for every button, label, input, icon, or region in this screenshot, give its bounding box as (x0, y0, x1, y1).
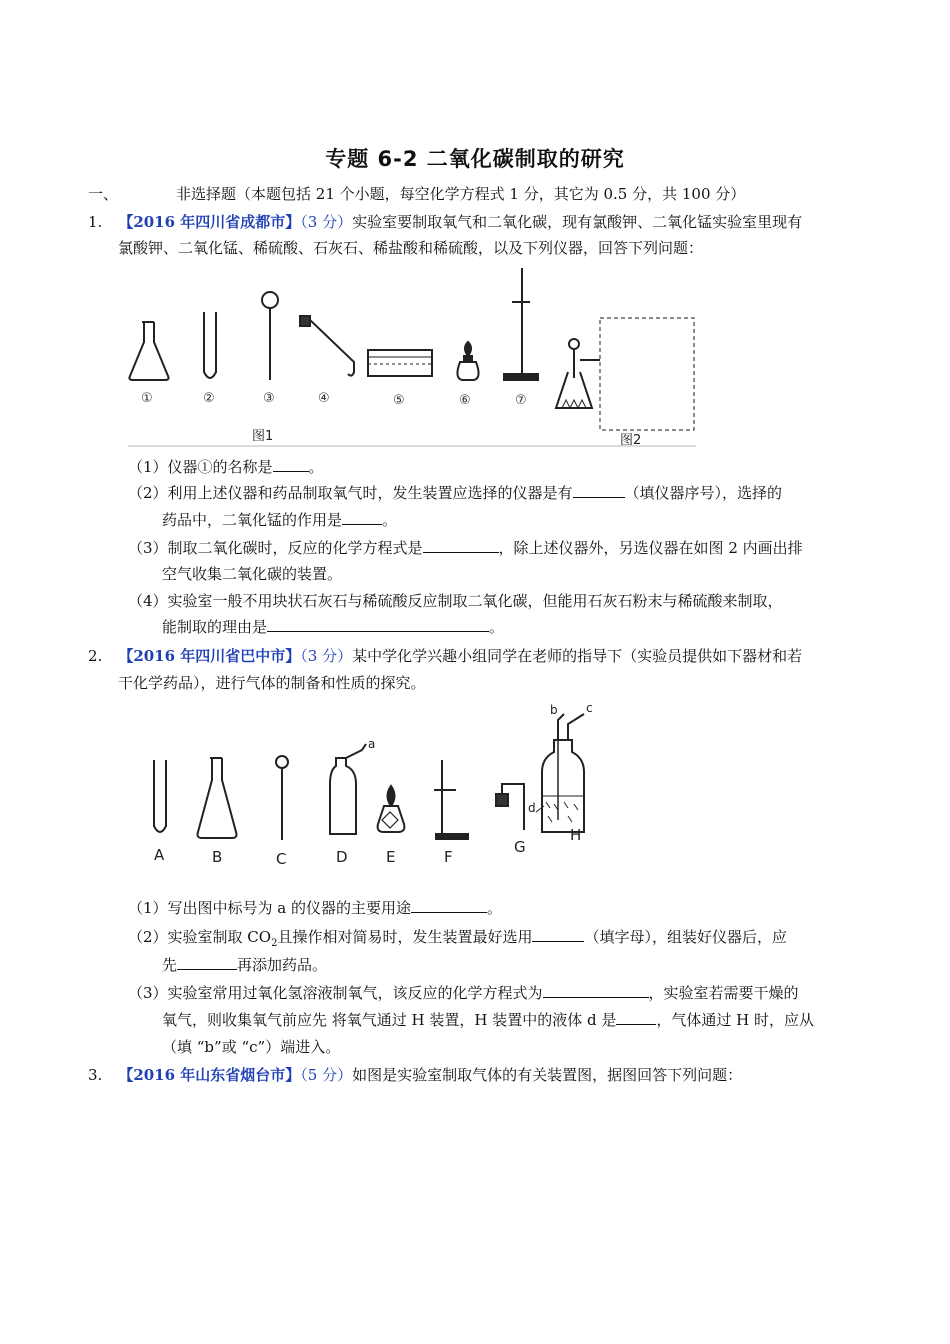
figure-label: B (212, 848, 223, 866)
answer-blank[interactable] (267, 616, 489, 632)
q2-sub3-text4: ，气体通过 H 时，应从 (656, 1011, 815, 1029)
q2-sub3-line3: （填 “b”或 “c”）端进入。 (162, 1038, 341, 1056)
figure-label-c: c (586, 701, 593, 715)
test-tube-icon (154, 760, 166, 832)
alcohol-lamp-icon (457, 342, 478, 380)
q2-sub1 (128, 897, 502, 919)
answer-blank[interactable] (423, 537, 499, 553)
document-title: 专题 6-2 二氧化碳制取的研究 (325, 147, 625, 171)
q1-sub2-text2: （填仪器序号），选择的 (624, 484, 783, 502)
q1-sub4: （4）实验室一般不用块状石灰石与稀硫酸反应制取二氧化碳，但能用石灰石粉末与稀硫酸来制取， (128, 592, 783, 610)
gas-bottle-icon (330, 744, 366, 834)
q2-sub1-text: （1）写出图中标号为 a 的仪器的主要用途 (128, 899, 412, 917)
figure-label-b: b (550, 703, 558, 717)
figure-label: ⑦ (515, 393, 527, 408)
q1-sub3-line2: 空气收集二氧化碳的装置。 (162, 565, 343, 583)
q1-stem-line1 (88, 211, 802, 233)
figure2-drawing-box (600, 318, 694, 430)
q1-sub4-text: 能制取的理由是 (162, 618, 268, 636)
q3-stem-text: 如图是实验室制取气体的有关装置图，据图回答下列问题： (352, 1066, 743, 1084)
q2-sub2-line2 (162, 954, 327, 976)
iron-stand-icon (504, 268, 538, 380)
figure-label: E (386, 848, 396, 866)
figure-label: C (276, 850, 287, 868)
q2-sub3-line2 (162, 1009, 814, 1031)
q2-number: 2. (88, 647, 103, 665)
q1-sub4-end: 。 (489, 618, 505, 636)
figure-label: ⑤ (393, 393, 405, 408)
section-number: 一、 (88, 185, 119, 203)
q3-points: （5 分） (300, 1066, 353, 1084)
flask-apparatus-icon (556, 339, 600, 408)
gas-washing-bottle-icon (536, 714, 584, 832)
q1-sub4-line2 (162, 616, 504, 638)
q1-sub1 (128, 456, 324, 478)
figure-label: ① (141, 391, 153, 406)
q2-sub2-text2: 且操作相对简易时，发生装置最好选用 (277, 928, 533, 946)
q1-sub3 (128, 537, 803, 559)
q2-figure (140, 700, 600, 890)
q2-sub2-text3: （填字母），组装好仪器后，应 (584, 928, 787, 946)
q2-sub3-text2: ，实验室若需要干燥的 (648, 984, 799, 1002)
section-heading (88, 183, 745, 205)
figure2-caption: 图2 (620, 433, 642, 448)
figure-label: ⑥ (459, 393, 471, 408)
q1-source: 【2016 年四川省成都市】 (118, 213, 301, 231)
answer-blank[interactable] (342, 509, 382, 525)
delivery-tube-icon (300, 316, 354, 376)
section-text: 非选择题（本题包括 21 个小题，每空化学方程式 1 分，其它为 0.5 分，共 100 分） (176, 185, 746, 203)
answer-blank[interactable] (273, 456, 309, 472)
q2-sub3 (128, 982, 799, 1004)
answer-blank[interactable] (543, 982, 649, 998)
q2-stem-line1 (88, 645, 802, 667)
long-funnel-icon (262, 292, 278, 380)
q1-sub2-text3: 药品中，二氧化锰的作用是 (162, 511, 343, 529)
water-trough-icon (368, 350, 432, 376)
answer-blank[interactable] (411, 897, 487, 913)
long-funnel-icon (276, 756, 288, 840)
q1-sub2-end: 。 (382, 511, 398, 529)
figure-label: D (336, 848, 348, 866)
q2-points: （3 分） (300, 647, 353, 665)
test-tube-icon (204, 312, 216, 378)
figure-label: ④ (318, 391, 330, 406)
q1-stem-text1: 实验室要制取氧气和二氧化碳，现有氯酸钾、二氧化锰实验室里现有 (352, 213, 803, 231)
co2-subscript: 2 (271, 938, 278, 949)
q2-source: 【2016 年四川省巴中市】 (118, 647, 301, 665)
answer-blank[interactable] (616, 1009, 656, 1025)
q1-stem-line2: 氯酸钾、二氧化锰、稀硫酸、石灰石、稀盐酸和稀硫酸，以及下列仪器，回答下列问题： (118, 239, 704, 257)
iron-stand-icon (434, 760, 468, 839)
figure-label: H (570, 826, 582, 844)
q1-sub2-line2 (162, 509, 397, 531)
q2-sub2-text4: 先 (162, 956, 178, 974)
q3-source: 【2016 年山东省烟台市】 (118, 1066, 301, 1084)
conical-flask-icon (198, 758, 237, 838)
q2-sub2-text: （2）实验室制取 CO (128, 928, 272, 946)
figure-label-a: a (368, 737, 376, 751)
answer-blank[interactable] (177, 954, 237, 970)
answer-blank[interactable] (532, 926, 584, 942)
figure-label: ② (203, 391, 215, 406)
q1-sub3-text2: ，除上述仪器外，另选仪器在如图 2 内画出排 (498, 539, 803, 557)
answer-blank[interactable] (573, 482, 625, 498)
figure-label: ③ (263, 391, 275, 406)
q1-sub2 (128, 482, 782, 504)
figure-label: F (444, 848, 453, 866)
q3-stem (88, 1064, 742, 1086)
figure-label: G (514, 838, 526, 856)
figure1-caption: 图1 (252, 429, 274, 444)
q1-sub3-text: （3）制取二氧化碳时，反应的化学方程式是 (128, 539, 423, 557)
q1-sub1-end: 。 (308, 458, 324, 476)
q2-sub1-end: 。 (487, 899, 503, 917)
alcohol-lamp-icon (378, 786, 405, 832)
q2-sub2 (128, 926, 787, 955)
q1-number: 1. (88, 213, 103, 231)
q2-stem-text1: 某中学化学兴趣小组同学在老师的指导下（实验员提供如下器材和若 (352, 647, 803, 665)
q2-stem-line2: 干化学药品），进行气体的制备和性质的探究。 (118, 674, 426, 692)
figure-label: A (154, 846, 165, 864)
conical-flask-icon (129, 322, 168, 380)
q1-figure (124, 262, 698, 450)
q1-points: （3 分） (300, 213, 353, 231)
q2-sub2-end: 再添加药品。 (237, 956, 328, 974)
q3-number: 3. (88, 1066, 103, 1084)
q2-sub3-text3: 氧气，则收集氧气前应先 将氧气通过 H 装置，H 装置中的液体 d 是 (162, 1011, 617, 1029)
q1-sub2-text: （2）利用上述仪器和药品制取氧气时，发生装置应选择的仪器是有 (128, 484, 573, 502)
q2-sub3-text: （3）实验室常用过氧化氢溶液制氧气，该反应的化学方程式为 (128, 984, 543, 1002)
delivery-tube-icon (496, 784, 524, 830)
figure-label-d: d (528, 801, 536, 815)
q1-sub1-text: （1）仪器①的名称是 (128, 458, 273, 476)
